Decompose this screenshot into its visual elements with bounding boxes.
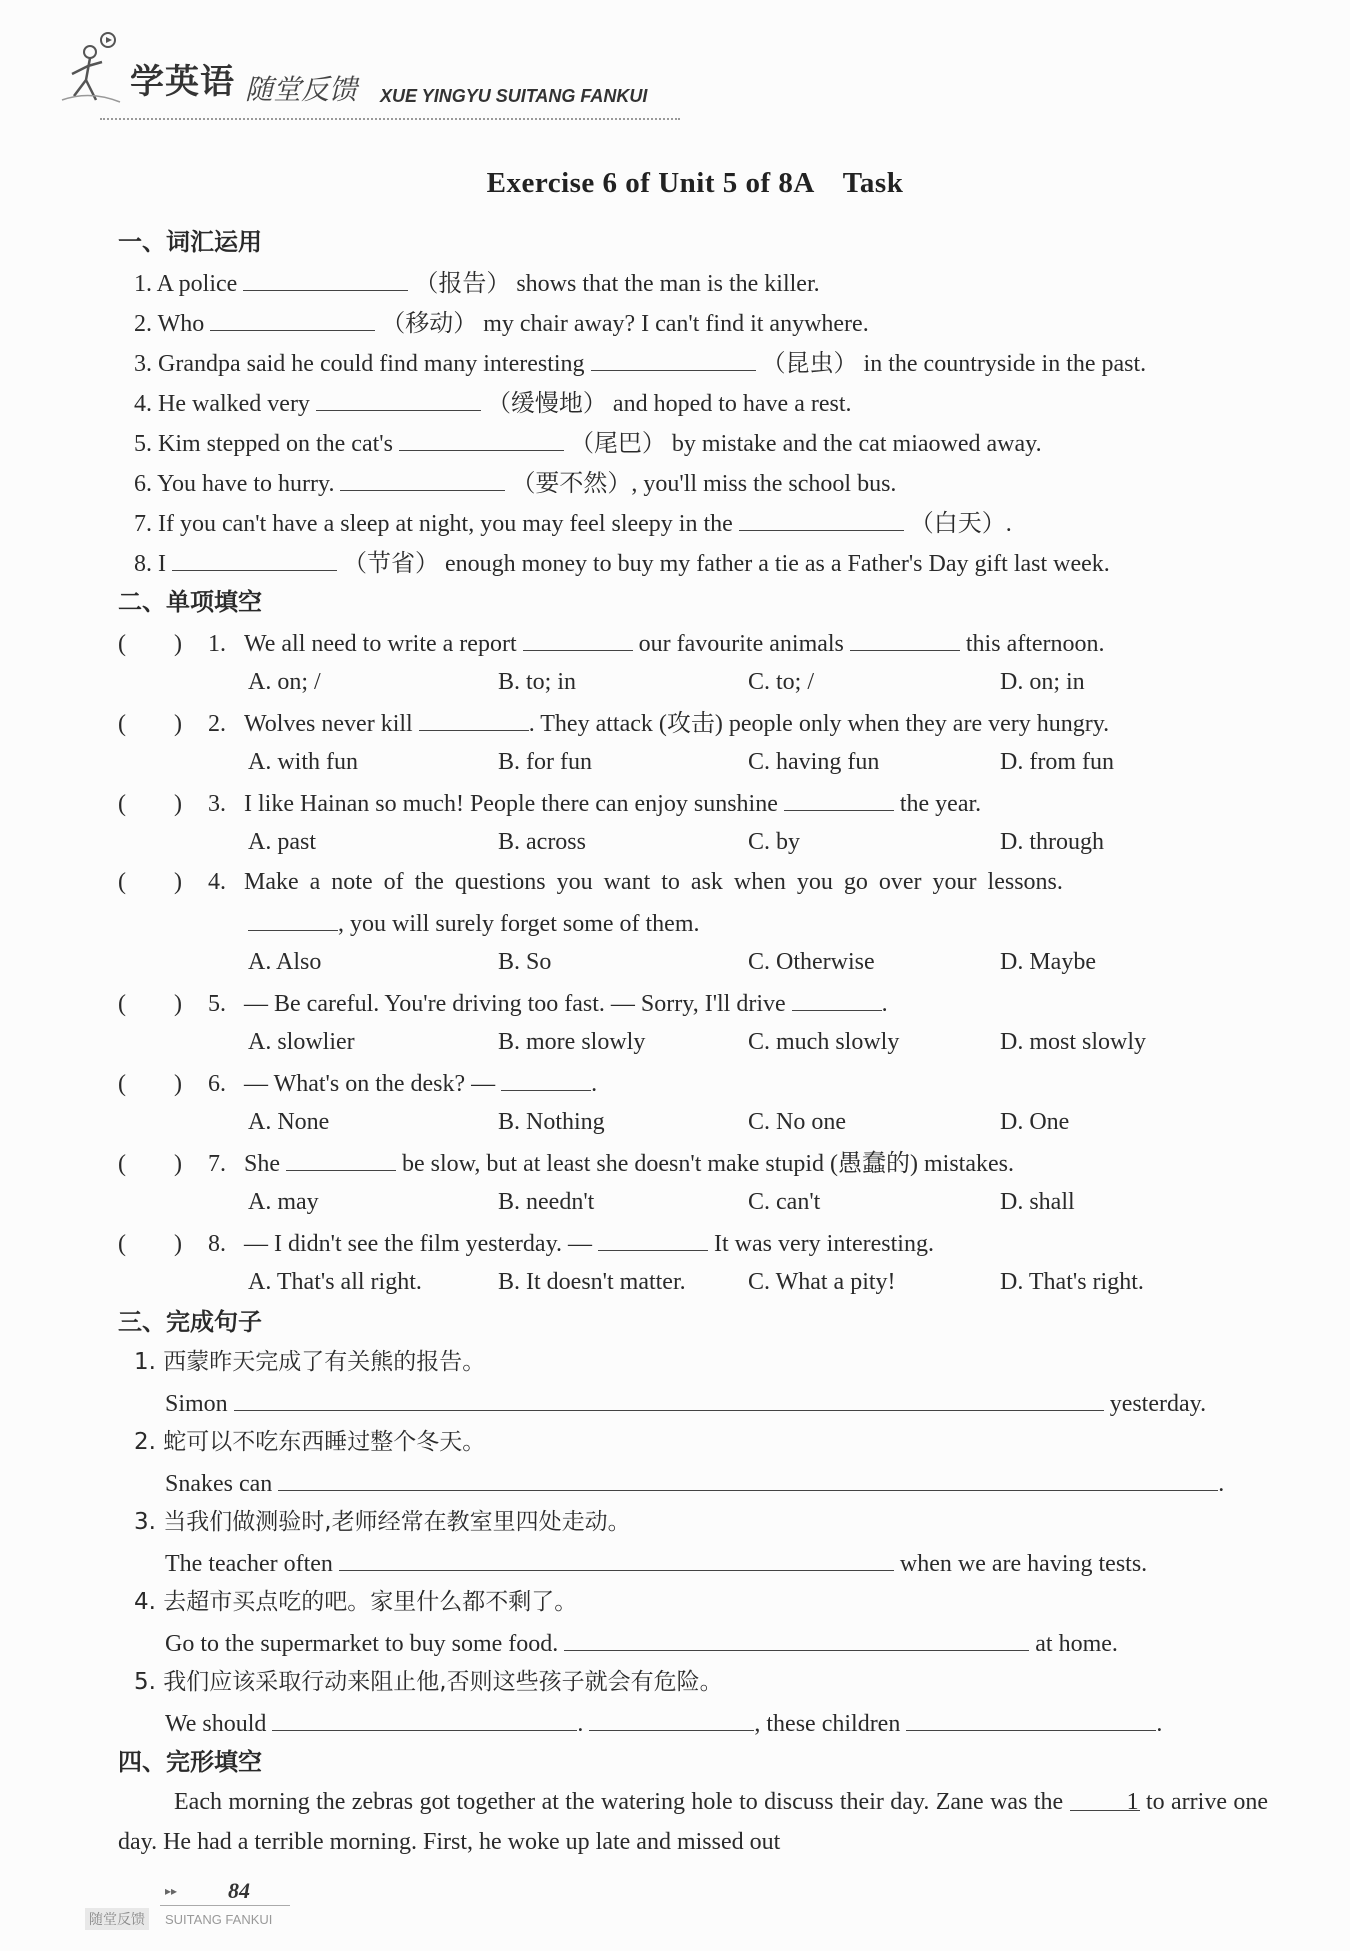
mc-question-4-cont: , you will surely forget some of them. — [118, 902, 1268, 942]
answer-blank[interactable] — [243, 262, 408, 291]
vocab-item-4: 4. He walked very （缓慢地） and hoped to have a rest. — [118, 382, 1268, 422]
sentence-3-chinese: 3. 当我们做测验时,老师经常在教室里四处走动。 — [134, 1509, 631, 1535]
option-d[interactable]: D. shall — [1000, 1189, 1075, 1215]
option-d[interactable]: D. from fun — [1000, 749, 1114, 775]
vocab-item-6: 6. You have to hurry. （要不然）, you'll miss the school bus. — [118, 462, 1268, 502]
option-a[interactable]: A. Also — [248, 949, 322, 975]
answer-paren[interactable]: ( ) — [118, 711, 182, 737]
mc-question-2: ( ) 2. Wolves never kill . They attack (攻击) people only when they are very hungry. — [118, 702, 1268, 742]
sentence-4-chinese: 4. 去超市买点吃的吧。家里什么都不剩了。 — [134, 1589, 578, 1615]
vocab-item-5: 5. Kim stepped on the cat's （尾巴） by mistake and the cat miaowed away. — [118, 422, 1268, 462]
sentence-1-english: Simon yesterday. — [118, 1382, 1268, 1422]
answer-paren[interactable]: ( ) — [118, 1231, 182, 1257]
brand-text: 学英语 — [130, 62, 235, 102]
mc-question-6: ( ) 6. — What's on the desk? — . — [118, 1062, 1268, 1102]
option-c[interactable]: C. to; / — [748, 669, 815, 695]
option-c[interactable]: C. No one — [748, 1109, 846, 1135]
answer-blank[interactable] — [272, 1702, 577, 1731]
cloze-blank-1[interactable]: 1 — [1070, 1782, 1140, 1811]
answer-blank[interactable] — [248, 902, 338, 931]
option-b[interactable]: B. Nothing — [498, 1109, 605, 1135]
option-a[interactable]: A. That's all right. — [248, 1269, 422, 1295]
mc-options-2 — [118, 742, 1268, 782]
answer-blank[interactable] — [598, 1222, 708, 1251]
cloze-paragraph: Each morning the zebras got together at the watering hole to discuss their day. Zane was the 1 to arrive one day. He had a terrible morning. First, he woke up late and missed out — [118, 1782, 1268, 1862]
answer-blank[interactable] — [784, 782, 894, 811]
answer-paren[interactable]: ( ) — [118, 631, 182, 657]
option-c[interactable]: C. having fun — [748, 749, 880, 775]
answer-blank[interactable] — [278, 1462, 1218, 1491]
answer-paren[interactable]: ( ) — [118, 991, 182, 1017]
answer-blank[interactable] — [419, 702, 529, 731]
answer-paren[interactable]: ( ) — [118, 1151, 182, 1177]
footer-logo: 随堂反馈 — [85, 1908, 149, 1930]
section-heading-complete-sentences: 三、完成句子 — [118, 1308, 262, 1336]
option-d[interactable]: D. on; in — [1000, 669, 1085, 695]
option-b[interactable]: B. It doesn't matter. — [498, 1269, 686, 1295]
option-a[interactable]: A. slowlier — [248, 1029, 355, 1055]
runner-logo-icon — [60, 30, 130, 125]
mc-question-8: ( ) 8. — I didn't see the film yesterday. — It was very interesting. — [118, 1222, 1268, 1262]
answer-paren[interactable]: ( ) — [118, 1071, 182, 1097]
answer-blank[interactable] — [564, 1622, 1029, 1651]
option-a[interactable]: A. on; / — [248, 669, 321, 695]
section-heading-cloze: 四、完形填空 — [118, 1748, 262, 1776]
mc-options-7 — [118, 1182, 1268, 1222]
answer-blank[interactable] — [234, 1382, 1104, 1411]
option-b[interactable]: B. for fun — [498, 749, 592, 775]
answer-blank[interactable] — [399, 422, 564, 451]
answer-blank[interactable] — [792, 982, 882, 1011]
sentence-1-chinese: 1. 西蒙昨天完成了有关熊的报告。 — [134, 1349, 486, 1375]
answer-blank[interactable] — [850, 622, 960, 651]
vocab-item-2: 2. Who （移动） my chair away? I can't find it anywhere. — [118, 302, 1268, 342]
footer-divider — [160, 1905, 290, 1906]
answer-paren[interactable]: ( ) — [118, 791, 182, 817]
page-title: Exercise 6 of Unit 5 of 8A Task — [486, 167, 904, 199]
sentence-2-chinese: 2. 蛇可以不吃东西睡过整个冬天。 — [134, 1429, 486, 1455]
sentence-4-english: Go to the supermarket to buy some food. at home. — [118, 1622, 1268, 1662]
option-b[interactable]: B. needn't — [498, 1189, 595, 1215]
option-c[interactable]: C. What a pity! — [748, 1269, 896, 1295]
option-a[interactable]: A. may — [248, 1189, 319, 1215]
mc-options-5 — [118, 1022, 1268, 1062]
vocab-item-8: 8. I （节省） enough money to buy my father a tie as a Father's Day gift last week. — [118, 542, 1268, 582]
section-heading-multiple-choice: 二、单项填空 — [118, 588, 262, 616]
option-a[interactable]: A. with fun — [248, 749, 358, 775]
option-c[interactable]: C. Otherwise — [748, 949, 875, 975]
answer-blank[interactable] — [286, 1142, 396, 1171]
answer-blank[interactable] — [906, 1702, 1156, 1731]
answer-blank[interactable] — [739, 502, 904, 531]
vocab-item-7: 7. If you can't have a sleep at night, you may feel sleepy in the （白天）. — [118, 502, 1268, 542]
mc-question-7: ( ) 7. She be slow, but at least she doesn't make stupid (愚蠢的) mistakes. — [118, 1142, 1268, 1182]
mc-question-4: ( ) 4. Make a note of the questions you want to ask when you go over your lessons. — [118, 862, 1268, 902]
option-d[interactable]: D. through — [1000, 829, 1104, 855]
option-d[interactable]: D. That's right. — [1000, 1269, 1144, 1295]
option-b[interactable]: B. more slowly — [498, 1029, 646, 1055]
mc-options-8 — [118, 1262, 1268, 1302]
option-d[interactable]: D. One — [1000, 1109, 1070, 1135]
brand-subtext: 随堂反馈 — [245, 73, 358, 106]
sentence-5-chinese: 5. 我们应该采取行动来阻止他,否则这些孩子就会有危险。 — [134, 1669, 723, 1695]
answer-blank[interactable] — [339, 1542, 894, 1571]
answer-blank[interactable] — [523, 622, 633, 651]
sentence-2-english: Snakes can . — [118, 1462, 1268, 1502]
sentence-5-english: We should . , these children . — [118, 1702, 1268, 1742]
option-a[interactable]: A. None — [248, 1109, 330, 1135]
exercise-content — [118, 222, 1268, 1862]
option-d[interactable]: D. Maybe — [1000, 949, 1096, 975]
answer-blank[interactable] — [501, 1062, 591, 1091]
option-b[interactable]: B. So — [498, 949, 552, 975]
mc-options-1 — [118, 662, 1268, 702]
answer-paren[interactable]: ( ) — [118, 869, 182, 895]
mc-question-5: ( ) 5. — Be careful. You're driving too fast. — Sorry, I'll drive . — [118, 982, 1268, 1022]
answer-blank[interactable] — [589, 1702, 754, 1731]
mc-options-3 — [118, 822, 1268, 862]
vocab-item-3: 3. Grandpa said he could find many interesting （昆虫） in the countryside in the past. — [118, 342, 1268, 382]
header-banner — [60, 30, 680, 125]
brand-pinyin: XUE YINGYU SUITANG FANKUI — [380, 86, 648, 106]
option-b[interactable]: B. to; in — [498, 669, 577, 695]
footer-arrow-icon: ▸▸ — [165, 1884, 178, 1898]
mc-question-3: ( ) 3. I like Hainan so much! People there can enjoy sunshine the year. — [118, 782, 1268, 822]
answer-blank[interactable] — [591, 342, 756, 371]
answer-blank[interactable] — [316, 382, 481, 411]
mc-options-6 — [118, 1102, 1268, 1142]
answer-blank[interactable] — [340, 462, 505, 491]
option-d[interactable]: D. most slowly — [1000, 1029, 1147, 1055]
footer-logo-pinyin: SUITANG FANKUI — [165, 1912, 273, 1927]
banner-dotted-line — [100, 118, 680, 120]
vocab-item-1: 1. A police （报告） shows that the man is the killer. — [118, 262, 1268, 302]
mc-options-4 — [118, 942, 1268, 982]
page-number: 84 — [228, 1878, 250, 1903]
option-a[interactable]: A. past — [248, 829, 316, 855]
sentence-3-english: The teacher often when we are having tests. — [118, 1542, 1268, 1582]
answer-blank[interactable] — [172, 542, 337, 571]
answer-blank[interactable] — [210, 302, 375, 331]
option-c[interactable]: C. much slowly — [748, 1029, 900, 1055]
section-heading-vocabulary: 一、词汇运用 — [118, 228, 262, 256]
option-c[interactable]: C. by — [748, 829, 801, 855]
mc-question-1: ( ) 1. We all need to write a report our favourite animals this afternoon. — [118, 622, 1268, 662]
option-b[interactable]: B. across — [498, 829, 586, 855]
option-c[interactable]: C. can't — [748, 1189, 821, 1215]
